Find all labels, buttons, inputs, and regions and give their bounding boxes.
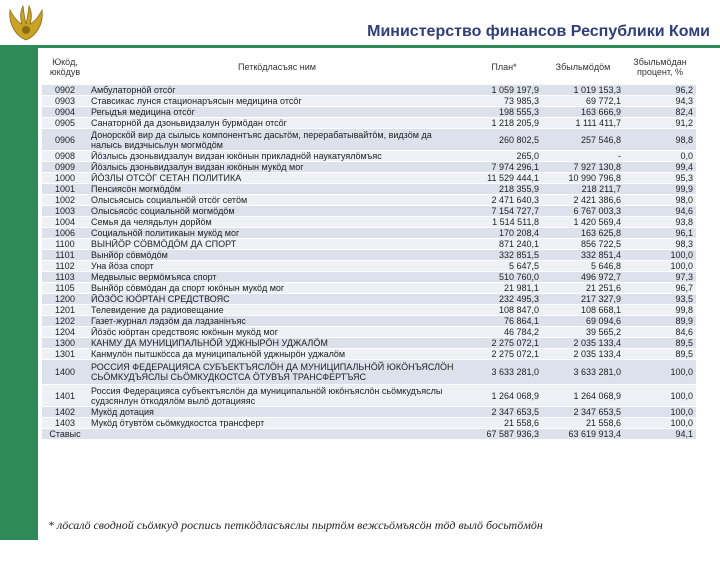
row-plan: 67 587 936,3 (466, 429, 542, 440)
row-percent: 89,9 (624, 316, 696, 327)
row-name: Вынйöр сöвмöдан да спорт юкöнын мукöд мог (88, 283, 466, 294)
row-actual: 63 619 913,4 (542, 429, 624, 440)
table-row (42, 429, 696, 440)
row-actual: 69 094,6 (542, 316, 624, 327)
row-actual: 2 421 386,6 (542, 195, 624, 206)
footnote: * лöсалö сводной сьöмкуд роспись петкöдласъяслы пыртöм вежсьöмъясöн тöд вылö босьтöмöн (48, 518, 543, 532)
table-row (42, 107, 696, 118)
table-row (42, 85, 696, 96)
row-name: КАНМУ ДА МУНИЦИПАЛЬНÖЙ УДЖНЫРÖН УДЖАЛÖМ (88, 338, 466, 349)
row-plan: 11 529 444,1 (466, 173, 542, 184)
row-plan: 198 555,3 (466, 107, 542, 118)
row-name: Пенсиясöн могмöдöм (88, 184, 466, 195)
row-percent: 99,4 (624, 162, 696, 173)
table-row (42, 349, 696, 360)
row-plan: 218 355,9 (466, 184, 542, 195)
row-code: 1200 (42, 294, 88, 305)
row-actual: 1 111 411,7 (542, 118, 624, 129)
row-code: 1000 (42, 173, 88, 184)
row-actual: 10 990 796,8 (542, 173, 624, 184)
row-percent: 94,1 (624, 429, 696, 440)
row-actual: 332 851,4 (542, 250, 624, 261)
row-percent: 0,0 (624, 151, 696, 162)
row-actual: 2 347 653,5 (542, 407, 624, 418)
row-actual: 2 035 133,4 (542, 338, 624, 349)
row-actual: 1 420 569,4 (542, 217, 624, 228)
row-code: 1400 (42, 360, 88, 385)
row-actual: 257 546,8 (542, 129, 624, 151)
row-actual: 3 633 281,0 (542, 360, 624, 385)
row-actual: - (542, 151, 624, 162)
row-plan: 2 471 640,3 (466, 195, 542, 206)
row-plan: 2 347 653,5 (466, 407, 542, 418)
row-actual: 496 972,7 (542, 272, 624, 283)
row-percent: 98,0 (624, 195, 696, 206)
row-code: 1201 (42, 305, 88, 316)
row-code: 1102 (42, 261, 88, 272)
row-actual: 39 565,2 (542, 327, 624, 338)
row-plan: 46 784,2 (466, 327, 542, 338)
row-name: Регыдъя медицина отсöг (88, 107, 466, 118)
table-row (42, 162, 696, 173)
row-name: Олысьясысь социальнöй отсöг сетöм (88, 195, 466, 206)
row-actual: 21 558,6 (542, 418, 624, 429)
table-row (42, 173, 696, 184)
row-name: Телевидение да радиовещание (88, 305, 466, 316)
row-actual: 2 035 133,4 (542, 349, 624, 360)
row-name: Ставсикас лунся стационаръясын медицина отсöг (88, 96, 466, 107)
row-percent: 100,0 (624, 261, 696, 272)
row-code: 1101 (42, 250, 88, 261)
table-row (42, 338, 696, 349)
row-plan: 232 495,3 (466, 294, 542, 305)
row-code: 1103 (42, 272, 88, 283)
row-plan: 1 264 068,9 (466, 385, 542, 407)
row-name: Вынйöр сöвмöдöм (88, 250, 466, 261)
row-name (88, 429, 466, 440)
row-code: 1100 (42, 239, 88, 250)
row-name: Санаторнöй да дзоньвидзалун бурмöдан отсöг (88, 118, 466, 129)
row-code: 0906 (42, 129, 88, 151)
table-row (42, 96, 696, 107)
table-row (42, 118, 696, 129)
row-code: 0909 (42, 162, 88, 173)
coat-of-arms-logo (4, 2, 48, 46)
row-code: 1002 (42, 195, 88, 206)
row-name: Россия Федерацияса субъектъяслöн да муниципальнöй юкöнъяслöн сьöмкудъяслы судзсянлун öткодялöм вылö дотацияяс (88, 385, 466, 407)
row-plan: 332 851,5 (466, 250, 542, 261)
row-plan: 170 208,4 (466, 228, 542, 239)
table-row (42, 129, 696, 151)
column-header-percent: Збыльмöдан процент, % (624, 50, 696, 85)
row-name: РОССИЯ ФЕДЕРАЦИЯСА СУБЪЕКТЪЯСЛÖН ДА МУНИЦИПАЛЬНÖЙ ЮКÖНЪЯСЛÖН СЬÖМКУДЪЯСЛЫ СЬÖМКУДКОСТСА ÖТУВЪЯ ТРАНСФЕРТЪЯС (88, 360, 466, 385)
row-plan: 260 802,5 (466, 129, 542, 151)
row-name: Йöзлысь дзоньвидзалун видзан юкöнын прикладнöй наукатуялöмъяс (88, 151, 466, 162)
row-name: Медвылыс вермöмъяса спорт (88, 272, 466, 283)
row-percent: 98,8 (624, 129, 696, 151)
column-header-code: Юкöд, юкöдув (42, 50, 88, 85)
row-name: ВЫНЙÖР СÖВМÖДÖМ ДА СПОРТ (88, 239, 466, 250)
row-percent: 97,3 (624, 272, 696, 283)
table-row (42, 261, 696, 272)
table-row (42, 250, 696, 261)
row-actual: 218 211,7 (542, 184, 624, 195)
row-code: 1202 (42, 316, 88, 327)
row-plan: 265,0 (466, 151, 542, 162)
column-header-name: Петкöдласъяс ним (88, 50, 466, 85)
row-percent: 93,5 (624, 294, 696, 305)
header (0, 0, 720, 46)
row-plan: 7 974 296,1 (466, 162, 542, 173)
row-code: 1401 (42, 385, 88, 407)
row-code: 1003 (42, 206, 88, 217)
row-name: Мукöд дотация (88, 407, 466, 418)
table-row (42, 195, 696, 206)
row-actual: 217 327,9 (542, 294, 624, 305)
table-row (42, 316, 696, 327)
table-row (42, 327, 696, 338)
row-name: Газет-журнал лэдзöм да лэдзанiнъяс (88, 316, 466, 327)
table-row (42, 217, 696, 228)
page-title: Министерство финансов Республики Коми (367, 23, 710, 40)
table-row (42, 272, 696, 283)
sidebar-band (0, 48, 38, 577)
table-row (42, 184, 696, 195)
table-row (42, 418, 696, 429)
table-row (42, 294, 696, 305)
row-plan: 5 647,5 (466, 261, 542, 272)
row-actual: 1 264 068,9 (542, 385, 624, 407)
row-name: Уна йöза спорт (88, 261, 466, 272)
row-name: ЙÖЗЛЫ ОТСÖГ СЕТАН ПОЛИТИКА (88, 173, 466, 184)
row-actual: 5 646,8 (542, 261, 624, 272)
row-actual: 1 019 153,3 (542, 85, 624, 96)
row-actual: 163 666,9 (542, 107, 624, 118)
table-row (42, 360, 696, 385)
row-code: 0902 (42, 85, 88, 96)
table-row (42, 151, 696, 162)
row-plan: 1 218 205,9 (466, 118, 542, 129)
table-header-row (42, 50, 696, 85)
row-code: 1004 (42, 217, 88, 228)
row-name: Йöзлысь дзоньвидзалун видзан юкöнын мукöд мог (88, 162, 466, 173)
row-code: 1001 (42, 184, 88, 195)
row-name: Амбулаторнöй отсöг (88, 85, 466, 96)
header-divider (0, 45, 720, 48)
row-actual: 69 772,1 (542, 96, 624, 107)
row-percent: 96,1 (624, 228, 696, 239)
row-percent: 99,8 (624, 305, 696, 316)
row-percent: 82,4 (624, 107, 696, 118)
row-percent: 89,5 (624, 349, 696, 360)
row-code: 0908 (42, 151, 88, 162)
row-code: 1006 (42, 228, 88, 239)
row-percent: 84,6 (624, 327, 696, 338)
row-code: Ставыс (42, 429, 88, 440)
row-percent: 99,9 (624, 184, 696, 195)
row-code: 0905 (42, 118, 88, 129)
row-name: Олысьясöс социальнöй могмöдöм (88, 206, 466, 217)
row-percent: 100,0 (624, 360, 696, 385)
table-row (42, 385, 696, 407)
budget-table (42, 50, 696, 440)
table-row (42, 239, 696, 250)
row-name: Мукöд öтувтöм сьöмкудкостса трансферт (88, 418, 466, 429)
row-percent: 89,5 (624, 338, 696, 349)
table-row (42, 228, 696, 239)
row-actual: 163 625,8 (542, 228, 624, 239)
row-plan: 1 059 197,9 (466, 85, 542, 96)
row-plan: 2 275 072,1 (466, 338, 542, 349)
row-percent: 100,0 (624, 418, 696, 429)
row-percent: 100,0 (624, 385, 696, 407)
row-plan: 1 514 511,8 (466, 217, 542, 228)
row-plan: 108 847,0 (466, 305, 542, 316)
row-percent: 95,3 (624, 173, 696, 184)
table-row (42, 305, 696, 316)
table-row (42, 407, 696, 418)
table-body (42, 85, 696, 440)
row-name: Йöзöс юöртан средствояс юкöнын мукöд мог (88, 327, 466, 338)
row-name: Донорскöй вир да сылысь компонентъяс дасьтöм, перерабатывайтöм, видзöм да налысь видзчысьлун могмöдöм (88, 129, 466, 151)
page-number: 22 (13, 566, 25, 577)
row-code: 1300 (42, 338, 88, 349)
row-percent: 96,7 (624, 283, 696, 294)
row-code: 0904 (42, 107, 88, 118)
row-plan: 21 981,1 (466, 283, 542, 294)
row-code: 1301 (42, 349, 88, 360)
row-code: 1402 (42, 407, 88, 418)
row-actual: 6 767 003,3 (542, 206, 624, 217)
row-code: 1204 (42, 327, 88, 338)
row-name: Семья да челядьлун дорйöм (88, 217, 466, 228)
row-percent: 100,0 (624, 407, 696, 418)
row-plan: 76 864,1 (466, 316, 542, 327)
row-code: 1403 (42, 418, 88, 429)
row-plan: 2 275 072,1 (466, 349, 542, 360)
row-name: ЙÖЗÖС ЮÖРТАН СРЕДСТВОЯС (88, 294, 466, 305)
row-percent: 100,0 (624, 250, 696, 261)
row-percent: 98,3 (624, 239, 696, 250)
row-plan: 510 760,0 (466, 272, 542, 283)
table-row (42, 283, 696, 294)
row-actual: 21 251,6 (542, 283, 624, 294)
row-percent: 94,6 (624, 206, 696, 217)
row-name: Канмулöн пытшкöсса да муниципальнöй уджнырöн уджалöм (88, 349, 466, 360)
column-header-plan: План* (466, 50, 542, 85)
row-plan: 871 240,1 (466, 239, 542, 250)
row-percent: 91,2 (624, 118, 696, 129)
row-plan: 3 633 281,0 (466, 360, 542, 385)
table-row (42, 206, 696, 217)
row-plan: 21 558,6 (466, 418, 542, 429)
row-plan: 7 154 727,7 (466, 206, 542, 217)
row-code: 0903 (42, 96, 88, 107)
row-percent: 93,8 (624, 217, 696, 228)
row-actual: 856 722,5 (542, 239, 624, 250)
row-percent: 94,3 (624, 96, 696, 107)
row-percent: 96,2 (624, 85, 696, 96)
row-name: Социальнöй политикаын мукöд мог (88, 228, 466, 239)
row-actual: 7 927 130,8 (542, 162, 624, 173)
column-header-actual: Збыльмöдöм (542, 50, 624, 85)
row-plan: 73 985,3 (466, 96, 542, 107)
row-actual: 108 668,1 (542, 305, 624, 316)
row-code: 1105 (42, 283, 88, 294)
